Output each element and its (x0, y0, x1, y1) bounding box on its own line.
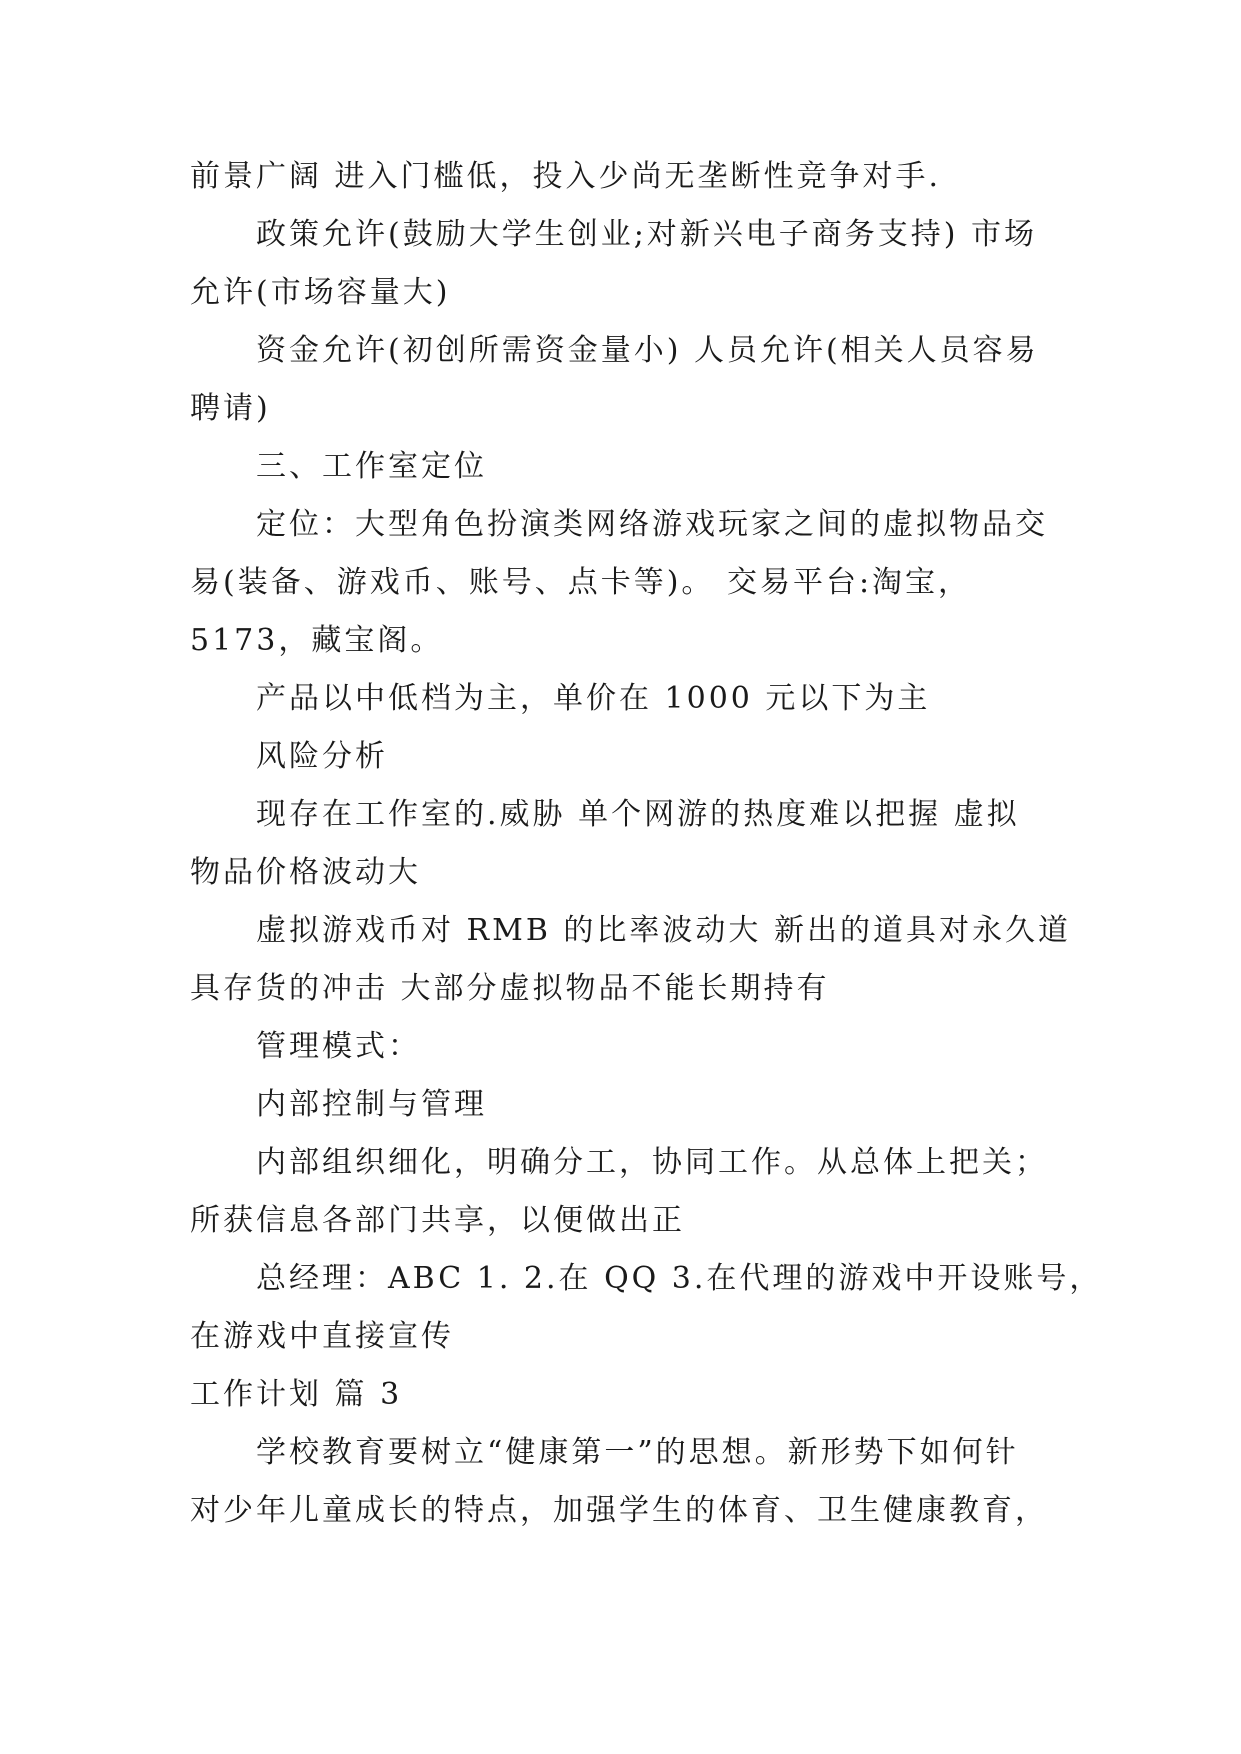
text-line: 定位：大型角色扮演类网络游戏玩家之间的虚拟物品交 (256, 507, 1048, 542)
text-line: 政策允许(鼓励大学生创业;对新兴电子商务支持) 市场 (256, 217, 1038, 252)
text-line: 资金允许(初创所需资金量小) 人员允许(相关人员容易 (256, 333, 1039, 368)
section-heading: 管理模式： (256, 1029, 421, 1064)
text-line: 学校教育要树立“健康第一”的思想。新形势下如何针 (256, 1435, 1019, 1470)
text-line: 虚拟游戏币对 RMB 的比率波动大 新出的道具对永久道 (256, 913, 1071, 948)
text-line: 产品以中低档为主，单价在 1000 元以下为主 (256, 681, 931, 716)
document-body (190, 148, 1103, 1540)
text-line: 在游戏中直接宣传 (190, 1319, 454, 1354)
section-heading: 三、工作室定位 (256, 449, 487, 484)
text-line: 5173，藏宝阁。 (190, 623, 444, 658)
text-line: 物品价格波动大 (190, 855, 421, 890)
text-line: 允许(市场容量大) (190, 275, 451, 310)
article-heading: 工作计划 篇 3 (190, 1377, 403, 1412)
text-line: 现存在工作室的.威胁 单个网游的热度难以把握 虚拟 (256, 797, 1020, 832)
text-line: 总经理：ABC 1. 2.在 QQ 3.在代理的游戏中开设账号， (256, 1261, 1103, 1296)
section-heading: 风险分析 (256, 739, 388, 774)
text-line: 具存货的冲击 大部分虚拟物品不能长期持有 (190, 971, 830, 1006)
section-heading: 内部控制与管理 (256, 1087, 487, 1122)
text-line: 对少年儿童成长的特点，加强学生的体育、卫生健康教育， (190, 1493, 1048, 1528)
text-line: 所获信息各部门共享，以便做出正 (190, 1203, 685, 1238)
text-line: 聘请) (190, 391, 271, 426)
text-line: 易(装备、游戏币、账号、点卡等)。 交易平台:淘宝， (190, 565, 972, 600)
text-line: 内部组织细化，明确分工，协同工作。从总体上把关； (256, 1145, 1048, 1180)
text-line: 前景广阔 进入门槛低，投入少尚无垄断性竞争对手. (190, 159, 942, 194)
